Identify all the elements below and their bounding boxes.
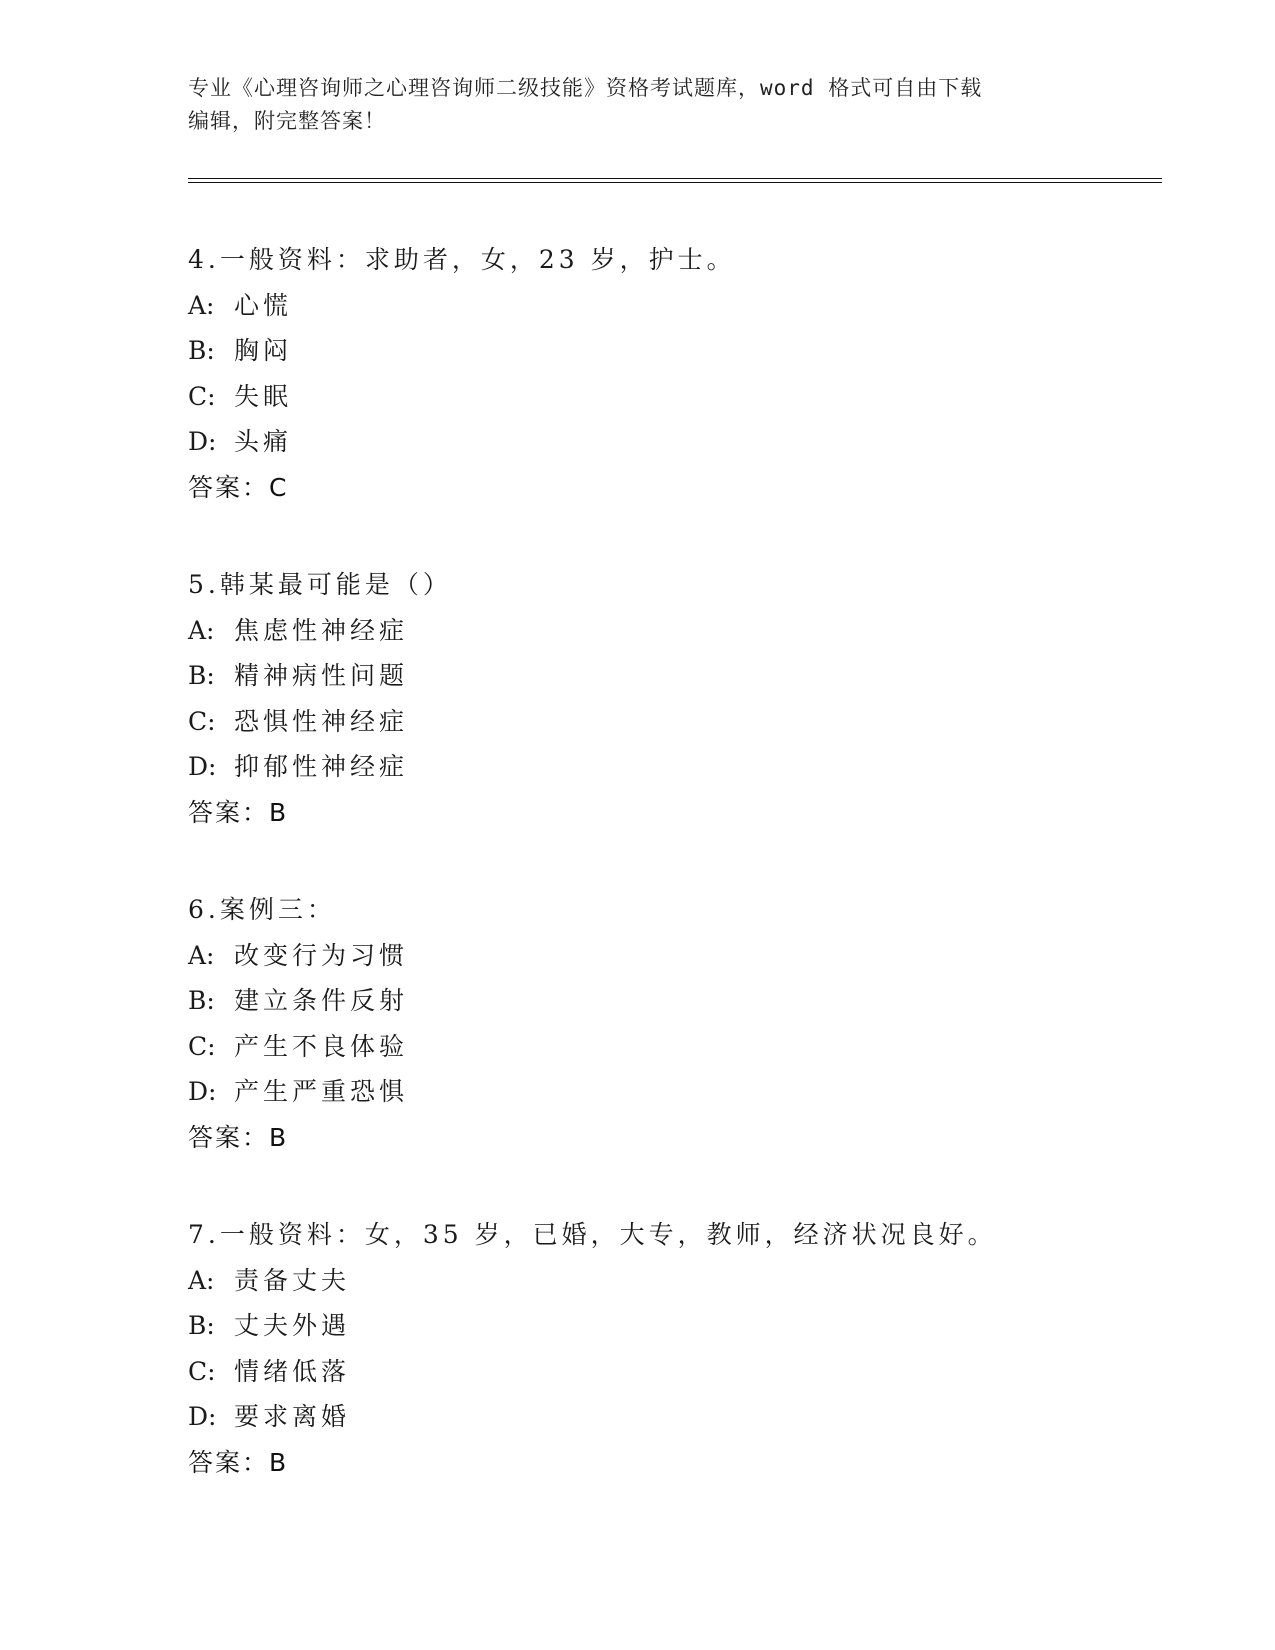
option-text: 胸闷	[234, 336, 293, 365]
option-text: 丈夫外遇	[234, 1311, 351, 1340]
option-text: 焦虑性神经症	[234, 615, 409, 645]
option-key: C:	[188, 1356, 216, 1386]
option-key: D:	[188, 1077, 217, 1106]
option-b	[188, 978, 1158, 1024]
question-list	[188, 237, 1158, 1537]
question-title: 6.案例三：	[188, 895, 336, 924]
answer-line: 答案：B	[188, 1122, 289, 1152]
option-key: B:	[188, 986, 215, 1015]
option-b	[188, 653, 1158, 699]
question-4	[188, 237, 1158, 510]
answer-line: 答案：C	[188, 472, 289, 502]
option-text: 头痛	[234, 427, 293, 456]
option-text: 要求离婚	[234, 1402, 351, 1431]
option-text: 情绪低落	[234, 1356, 351, 1386]
option-b	[188, 328, 1158, 374]
option-text: 改变行为习惯	[234, 940, 409, 970]
header-line-2: 编辑，附完整答案！	[188, 109, 386, 133]
option-text: 失眠	[234, 381, 293, 411]
option-key: B:	[188, 661, 215, 690]
option-d	[188, 419, 1158, 465]
option-key: D:	[188, 1402, 217, 1431]
document-header	[188, 72, 1088, 138]
question-title: 4.一般资料：求助者，女，23 岁，护士。	[188, 245, 736, 274]
header-divider	[188, 178, 1162, 183]
option-c	[188, 1024, 1158, 1070]
option-c	[188, 374, 1158, 420]
option-key: D:	[188, 427, 217, 456]
option-key: C:	[188, 706, 216, 736]
option-text: 产生不良体验	[234, 1031, 409, 1061]
option-text: 精神病性问题	[234, 661, 409, 690]
question-title: 5.韩某最可能是（）	[188, 570, 452, 599]
option-key: D:	[188, 752, 217, 781]
option-key: A:	[188, 615, 215, 645]
question-5	[188, 562, 1158, 835]
option-b	[188, 1303, 1158, 1349]
option-d	[188, 1069, 1158, 1115]
option-text: 恐惧性神经症	[234, 706, 409, 736]
answer-line: 答案：B	[188, 797, 289, 827]
option-d	[188, 1394, 1158, 1440]
option-key: B:	[188, 336, 215, 365]
option-key: C:	[188, 1031, 216, 1061]
option-key: A:	[188, 1265, 215, 1295]
option-text: 产生严重恐惧	[234, 1077, 409, 1106]
header-line-1: 专业《心理咨询师之心理咨询师二级技能》资格考试题库，word 格式可自由下载	[188, 76, 983, 100]
option-c	[188, 1349, 1158, 1395]
option-a	[188, 608, 1158, 654]
option-a	[188, 283, 1158, 329]
option-key: A:	[188, 940, 215, 970]
question-title: 7.一般资料：女，35 岁，已婚，大专，教师，经济状况良好。	[188, 1220, 997, 1249]
question-6	[188, 887, 1158, 1160]
option-text: 责备丈夫	[234, 1265, 351, 1295]
option-d	[188, 744, 1158, 790]
option-text: 心慌	[234, 290, 293, 320]
option-key: B:	[188, 1311, 215, 1340]
option-text: 抑郁性神经症	[234, 752, 409, 781]
option-c	[188, 699, 1158, 745]
option-key: A:	[188, 290, 215, 320]
question-7	[188, 1212, 1158, 1485]
option-a	[188, 933, 1158, 979]
option-text: 建立条件反射	[234, 986, 409, 1015]
answer-line: 答案：B	[188, 1447, 289, 1477]
option-key: C:	[188, 381, 216, 411]
option-a	[188, 1258, 1158, 1304]
